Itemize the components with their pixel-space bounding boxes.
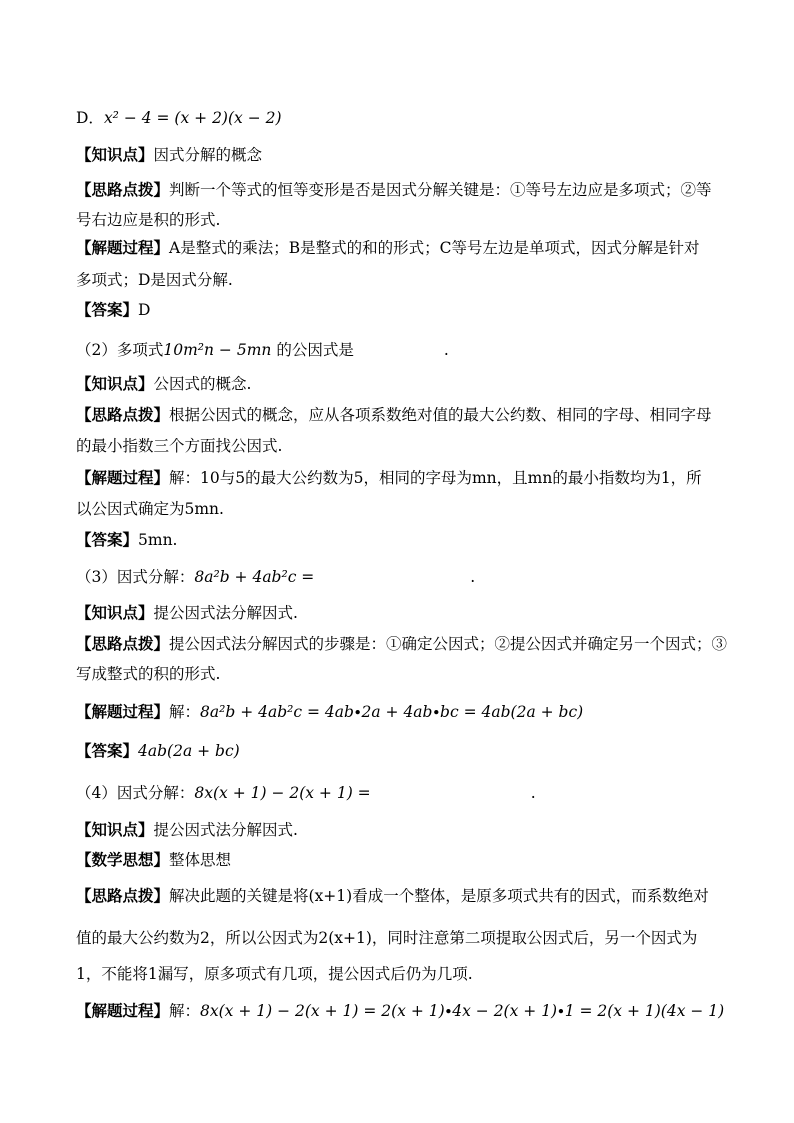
solution-cont-line: [76, 270, 726, 290]
formula: 8x(x + 1) − 2(x + 1) =: [194, 784, 371, 802]
formula: 8a²b + 4ab²c =: [194, 568, 315, 586]
thinking-hint-cont-line: [76, 928, 726, 948]
line-text: 写成整式的积的形式.: [76, 665, 221, 683]
solution-line: [76, 1001, 726, 1021]
question-text: （4）因式分解：: [76, 784, 195, 802]
knowledge-point-line: [76, 145, 726, 165]
line-text: D: [138, 301, 151, 319]
thinking-hint-cont-line: [76, 436, 726, 456]
line-text: 解：: [169, 703, 201, 721]
thinking-hint-line: [76, 634, 726, 654]
line-text: A是整式的乘法；B是整式的和的形式；C等号左边是单项式，因式分解是针对: [169, 239, 700, 257]
section-tag: 【答案】: [76, 530, 139, 549]
question-text: （2）多项式: [76, 341, 164, 359]
section-tag: 【答案】: [76, 741, 139, 760]
thinking-hint-cont-line: [76, 964, 726, 984]
line-text: 解：: [169, 1002, 201, 1020]
thinking-hint-cont-line: [76, 210, 726, 230]
answer-line: [76, 300, 726, 320]
period: .: [530, 784, 536, 802]
question-3-line: [76, 567, 726, 587]
formula: x² − 4 = (x + 2)(x − 2): [103, 109, 282, 127]
section-tag: 【数学思想】: [76, 850, 170, 869]
section-tag: 【答案】: [76, 300, 139, 319]
period: .: [470, 568, 476, 586]
question-text: 的公因式是: [271, 341, 354, 359]
line-text: 因式分解的概念: [153, 146, 263, 164]
solution-line: [76, 702, 726, 722]
knowledge-point-line: [76, 374, 726, 394]
period: .: [443, 341, 449, 359]
line-text: 号右边应是积的形式.: [76, 211, 221, 229]
line-text: 公因式的概念.: [153, 375, 252, 393]
line-text: 值的最大公约数为2，所以公因式为2(x+1)，同时注意第二项提取公因式后，另一个因式为: [76, 929, 698, 947]
section-tag: 【解题过程】: [76, 238, 170, 257]
thinking-hint-line: [76, 886, 726, 906]
section-tag: 【思路点拨】: [76, 405, 170, 424]
section-tag: 【思路点拨】: [76, 634, 170, 653]
line-text: 根据公因式的概念，应从各项系数绝对值的最大公约数、相同的字母、相同字母: [169, 406, 712, 424]
section-tag: 【知识点】: [76, 820, 154, 839]
math-idea-line: [76, 850, 726, 870]
formula: 4ab(2a + bc): [138, 742, 240, 760]
formula: 8a²b + 4ab²c = 4ab∙2a + 4ab∙bc = 4ab(2a + bc): [200, 703, 584, 721]
line-text: 多项式；D是因式分解.: [76, 271, 233, 289]
option-label: D．: [76, 109, 104, 127]
thinking-hint-cont-line: [76, 664, 726, 684]
solution-line: [76, 468, 726, 488]
section-tag: 【知识点】: [76, 603, 154, 622]
line-text: 提公因式法分解因式.: [153, 821, 298, 839]
answer-line: [76, 530, 726, 550]
formula: 8x(x + 1) − 2(x + 1) = 2(x + 1)∙4x − 2(x + 1)∙1 = 2(x + 1)(4x − 1): [200, 1002, 725, 1020]
section-tag: 【解题过程】: [76, 1001, 170, 1020]
line-text: 判断一个等式的恒等变形是否是因式分解关键是：①等号左边应是多项式；②等: [169, 181, 712, 199]
section-tag: 【解题过程】: [76, 468, 170, 487]
formula: 10m²n − 5mn: [163, 341, 272, 359]
line-text: 以公因式确定为5mn.: [76, 500, 224, 518]
question-4-line: [76, 783, 726, 803]
solution-cont-line: [76, 499, 726, 519]
line-text: 1，不能将1漏写，原多项式有几项，提公因式后仍为几项.: [76, 965, 473, 983]
knowledge-point-line: [76, 820, 726, 840]
answer-line: [76, 741, 726, 761]
section-tag: 【解题过程】: [76, 702, 170, 721]
line-text: 解：10与5的最大公约数为5，相同的字母为mn，且mn的最小指数均为1，所: [169, 469, 702, 487]
section-tag: 【思路点拨】: [76, 180, 170, 199]
section-tag: 【思路点拨】: [76, 886, 170, 905]
line-text: 的最小指数三个方面找公因式.: [76, 437, 283, 455]
knowledge-point-line: [76, 603, 726, 623]
thinking-hint-line: [76, 180, 726, 200]
line-text: 整体思想: [169, 851, 232, 869]
line-text: 提公因式法分解因式.: [153, 604, 298, 622]
thinking-hint-line: [76, 405, 726, 425]
line-text: 5mn.: [138, 531, 178, 549]
section-tag: 【知识点】: [76, 374, 154, 393]
line-text: 解决此题的关键是将(x+1)看成一个整体，是原多项式共有的因式，而系数绝对: [169, 887, 709, 905]
solution-line: [76, 238, 726, 258]
line-text: 提公因式法分解因式的步骤是：①确定公因式；②提公因式并确定另一个因式；③: [169, 635, 728, 653]
section-tag: 【知识点】: [76, 145, 154, 164]
question-2-line: [76, 340, 726, 360]
question-text: （3）因式分解：: [76, 568, 195, 586]
option-d-line: [76, 108, 726, 128]
